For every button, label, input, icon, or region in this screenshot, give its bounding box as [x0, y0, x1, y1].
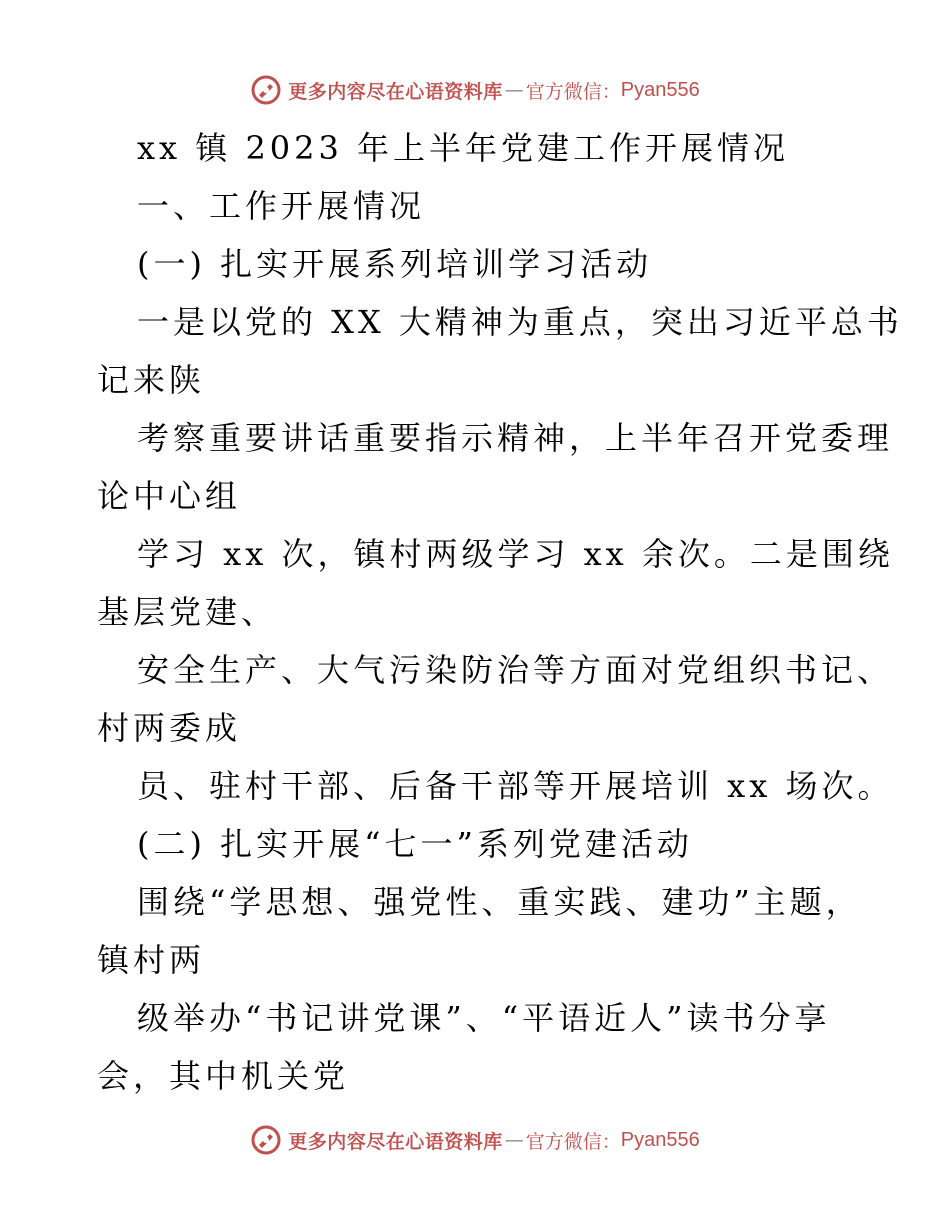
watermark-label: 官方微信： [525, 1130, 621, 1153]
watermark-header [0, 70, 950, 110]
paragraph-line: 学习 xx 次，镇村两级学习 xx 余次。二是围绕 [137, 535, 894, 573]
paragraph-line: 一是以党的 XX 大精神为重点，突出习近平总书 [137, 303, 903, 341]
section-heading: 一、工作开展情况 [137, 187, 426, 225]
paragraph-line: 会，其中机关党 [97, 1057, 350, 1095]
subsection-heading: (二) 扎实开展“七一”系列党建活动 [137, 825, 693, 863]
subsection-heading: (一) 扎实开展系列培训学习活动 [137, 245, 653, 283]
paragraph-line: 村两委成 [97, 709, 242, 747]
paragraph-line: 安全生产、大气污染防治等方面对党组织书记、 [137, 651, 894, 689]
paragraph-line: 记来陕 [97, 361, 206, 399]
watermark-id: Pyan556 [620, 1128, 700, 1151]
watermark-footer [0, 1120, 950, 1160]
document-title: xx 镇 2023 年上半年党建工作开展情况 [137, 129, 790, 167]
paragraph-line: 基层党建、 [97, 593, 278, 631]
watermark-text: 更多内容尽在心语资料库 [288, 1130, 503, 1153]
watermark-text: 更多内容尽在心语资料库 [288, 80, 503, 103]
paragraph-line: 级举办“书记讲党课”、“平语近人”读书分享 [137, 999, 831, 1037]
watermark-separator: — [504, 1129, 524, 1151]
paragraph-line: 论中心组 [97, 477, 242, 515]
logo-icon [250, 1124, 282, 1156]
paragraph-line: 围绕“学思想、强党性、重实践、建功”主题， [137, 883, 862, 921]
watermark-id: Pyan556 [620, 78, 700, 101]
paragraph-line: 镇村两 [97, 941, 206, 979]
paragraph-line: 员、驻村干部、后备干部等开展培训 xx 场次。 [137, 767, 894, 805]
paragraph-line: 考察重要讲话重要指示精神，上半年召开党委理 [137, 419, 894, 457]
logo-icon [250, 74, 282, 106]
watermark-separator: — [504, 79, 524, 101]
watermark-label: 官方微信： [525, 80, 621, 103]
